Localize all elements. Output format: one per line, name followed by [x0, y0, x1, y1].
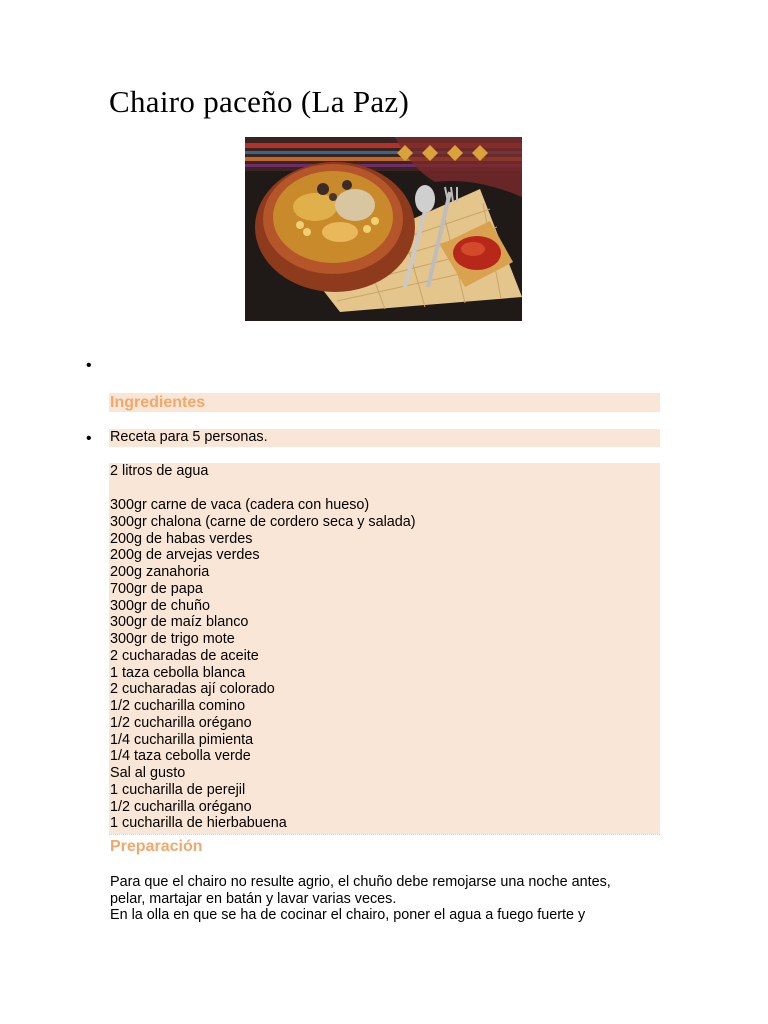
ingredient-item: 1/4 taza cebolla verde — [110, 748, 251, 765]
preparation-heading: Preparación — [110, 838, 203, 855]
ingredient-item: 1 taza cebolla blanca — [110, 664, 246, 681]
ingredient-item: 300gr chalona (carne de cordero seca y salada) — [110, 513, 416, 530]
chairo-dish-photo — [245, 137, 522, 321]
empty-list-bullet: • — [86, 357, 92, 374]
ingredient-item: Sal al gusto — [110, 765, 186, 781]
preparation-line: Para que el chairo no resulte agrio, el chuño debe remojarse una noche antes, — [110, 874, 611, 890]
servings-text: Receta para 5 personas. — [110, 429, 268, 445]
preparation-line: En la olla en que se ha de cocinar el chairo, poner el agua a fuego fuerte y — [110, 907, 586, 924]
ingredient-item: 200g zanahoria — [110, 564, 210, 580]
ingredient-item: 200g de arvejas verdes — [110, 547, 260, 564]
ingredients-list — [110, 497, 416, 832]
ingredient-item: 200g de habas verdes — [110, 530, 253, 547]
page-title: Chairo paceño (La Paz) — [109, 84, 410, 119]
ingredient-item: 1/2 cucharilla comino — [110, 698, 246, 714]
ingredient-item: 700gr de papa — [110, 580, 203, 597]
ingredient-item: 1/2 cucharilla orégano — [110, 714, 252, 731]
ingredient-item: 1/4 cucharilla pimienta — [110, 731, 254, 748]
ingredient-item: 300gr de chuño — [110, 597, 211, 614]
ingredient-item: 300gr carne de vaca (cadera con hueso) — [110, 497, 370, 513]
ingredient-item: 300gr de trigo mote — [110, 631, 235, 647]
ingredient-item: 1 cucharilla de perejil — [110, 781, 246, 798]
preparation-text — [110, 874, 670, 924]
ingredient-item: 2 cucharadas ají colorado — [110, 681, 275, 698]
ingredients-divider — [109, 834, 660, 835]
servings-list-bullet: • — [86, 430, 92, 447]
ingredient-item: 300gr de maíz blanco — [110, 614, 249, 631]
ingredient-item: 1/2 cucharilla orégano — [110, 798, 252, 815]
preparation-line: pelar, martajar en batán y lavar varias veces. — [110, 890, 397, 907]
ingredient-item: 2 cucharadas de aceite — [110, 647, 259, 664]
water-ingredient: 2 litros de agua — [110, 463, 209, 479]
ingredients-heading: Ingredientes — [110, 394, 206, 411]
ingredient-item: 1 cucharilla de hierbabuena — [110, 815, 287, 832]
